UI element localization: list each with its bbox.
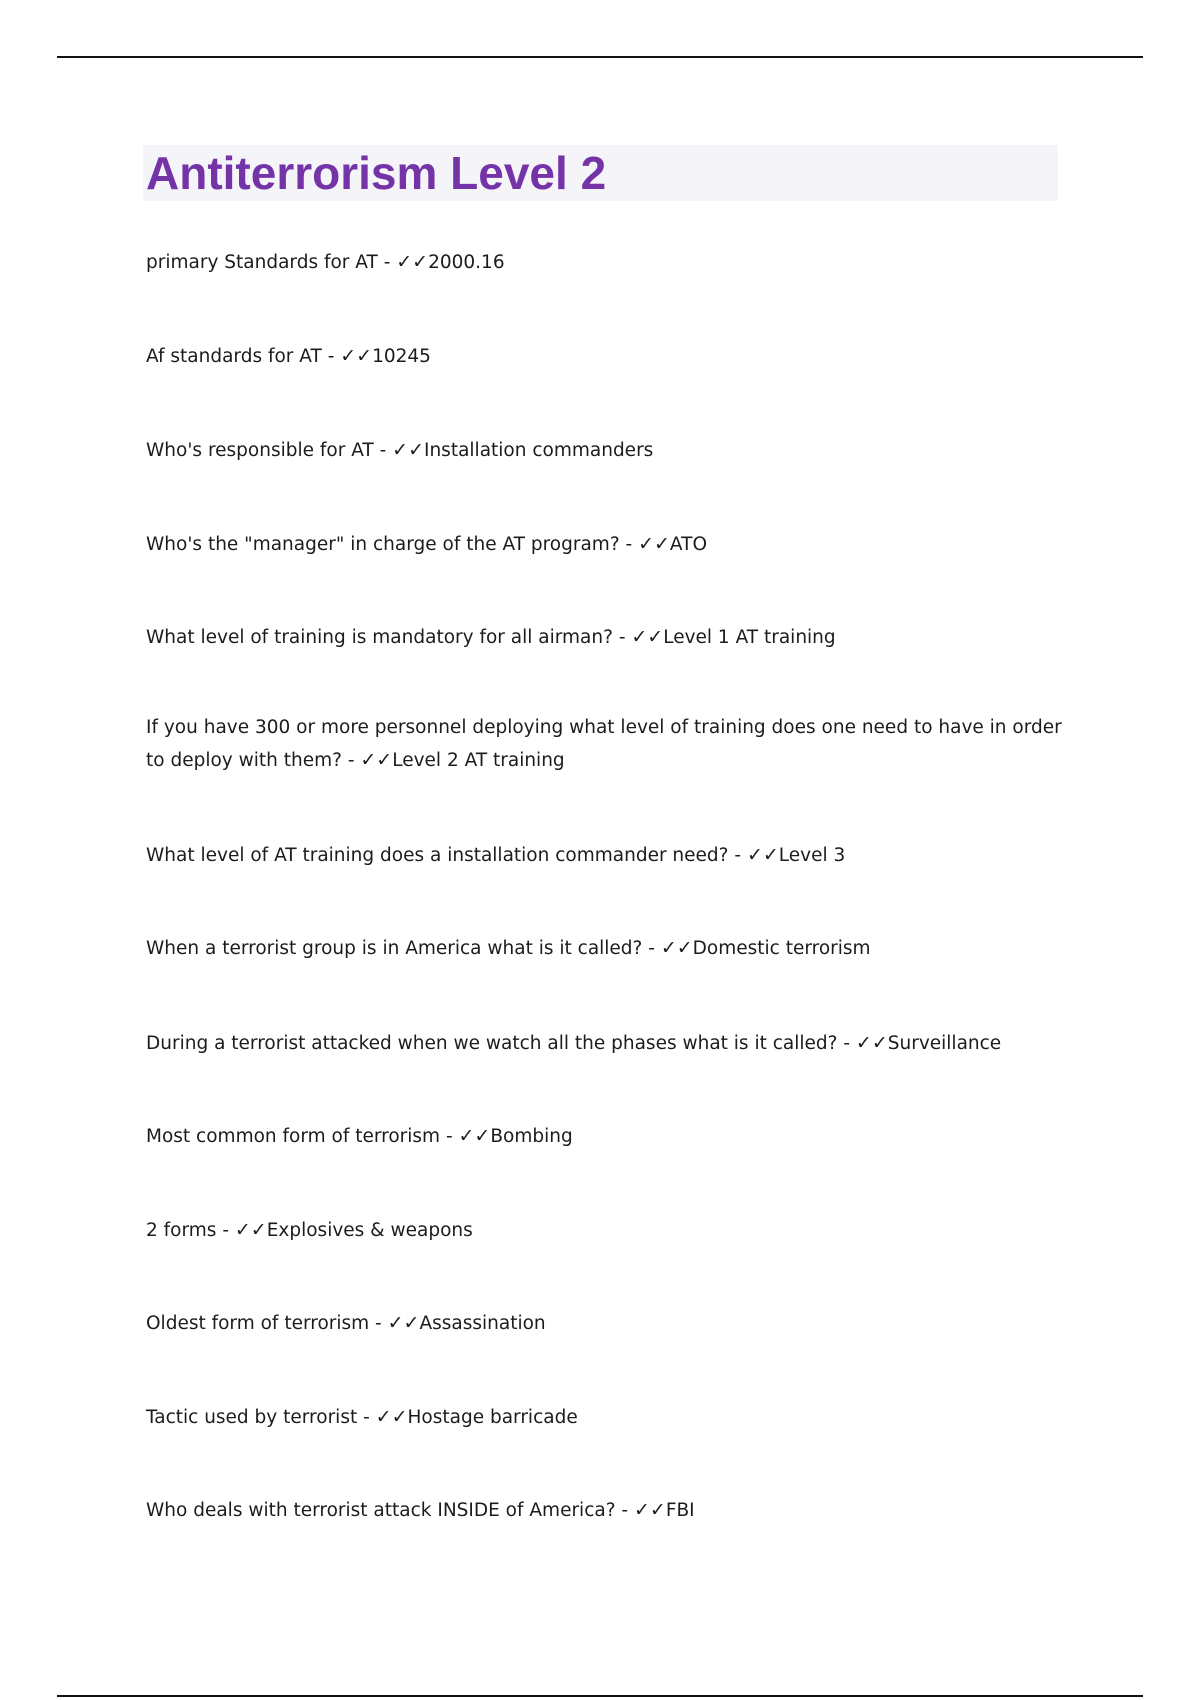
answer-text: 10245: [372, 346, 431, 367]
qa-item: [146, 1494, 1066, 1527]
separator: -: [837, 1033, 856, 1054]
question-text: What level of training is mandatory for all airman?: [146, 627, 613, 648]
check-mark-icon: ✓✓: [458, 1125, 491, 1147]
separator: -: [619, 534, 639, 555]
separator: -: [216, 1220, 235, 1241]
separator: -: [612, 627, 632, 648]
answer-text: Bombing: [490, 1126, 573, 1147]
check-mark-icon: ✓✓: [375, 1406, 408, 1428]
answer-text: Explosives & weapons: [266, 1220, 473, 1241]
answer-text: Hostage barricade: [407, 1407, 578, 1428]
qa-item: [146, 839, 1066, 872]
qa-item: [146, 932, 1066, 965]
qa-item: [146, 1214, 1066, 1247]
qa-item: [146, 1401, 1066, 1434]
check-mark-icon: ✓✓: [396, 251, 429, 273]
question-text: Who deals with terrorist attack INSIDE of America?: [146, 1500, 616, 1521]
question-text: 2 forms: [146, 1220, 217, 1241]
check-mark-icon: ✓✓: [638, 533, 670, 555]
check-mark-icon: ✓✓: [340, 345, 373, 367]
bottom-divider: [57, 1695, 1143, 1697]
qa-item: [146, 246, 1066, 279]
qa-item: [146, 528, 1066, 561]
question-text: If you have 300 or more personnel deploying what level of training does one need to have in order to deploy with them?: [146, 717, 1062, 771]
document-title: Antiterrorism Level 2: [146, 147, 607, 199]
question-text: When a terrorist group is in America what is it called?: [146, 938, 643, 959]
answer-text: Domestic terrorism: [692, 938, 871, 959]
answer-text: Level 2 AT training: [392, 750, 565, 771]
answer-text: ATO: [669, 534, 708, 555]
qa-item: [146, 1307, 1066, 1340]
separator: -: [341, 750, 361, 771]
check-mark-icon: ✓✓: [234, 1219, 267, 1241]
answer-text: Surveillance: [887, 1033, 1002, 1054]
answer-text: 2000.16: [428, 252, 505, 273]
answer-text: Level 1 AT training: [663, 627, 836, 648]
check-mark-icon: ✓✓: [392, 439, 424, 461]
qa-item: [146, 1120, 1066, 1153]
qa-item: [146, 340, 1066, 373]
check-mark-icon: ✓✓: [631, 626, 664, 648]
question-text: Who's responsible for AT: [146, 440, 374, 461]
check-mark-icon: ✓✓: [855, 1032, 888, 1054]
separator: -: [642, 938, 661, 959]
separator: -: [369, 1313, 388, 1334]
question-text: Af standards for AT: [146, 346, 322, 367]
question-text: During a terrorist attacked when we watch all the phases what is it called?: [146, 1033, 838, 1054]
check-mark-icon: ✓✓: [746, 844, 779, 866]
separator: -: [373, 440, 393, 461]
check-mark-icon: ✓✓: [387, 1312, 420, 1334]
qa-item: [146, 1027, 1066, 1060]
separator: -: [615, 1500, 634, 1521]
check-mark-icon: ✓✓: [660, 937, 693, 959]
question-text: primary Standards for AT: [146, 252, 378, 273]
qa-item: [146, 434, 1066, 467]
question-text: Who's the "manager" in charge of the AT program?: [146, 534, 620, 555]
separator: -: [728, 845, 747, 866]
top-divider: [57, 56, 1143, 58]
separator: -: [321, 346, 341, 367]
qa-item: [146, 712, 1066, 777]
answer-text: Level 3: [778, 845, 846, 866]
answer-text: Installation commanders: [424, 440, 654, 461]
answer-text: Assassination: [419, 1313, 546, 1334]
separator: -: [440, 1126, 459, 1147]
question-text: Oldest form of terrorism: [146, 1313, 370, 1334]
question-text: Most common form of terrorism: [146, 1126, 441, 1147]
answer-text: FBI: [665, 1500, 695, 1521]
question-text: Tactic used by terrorist: [146, 1407, 358, 1428]
separator: -: [357, 1407, 376, 1428]
question-text: What level of AT training does a installation commander need?: [146, 845, 729, 866]
separator: -: [377, 252, 397, 273]
check-mark-icon: ✓✓: [360, 749, 393, 771]
check-mark-icon: ✓✓: [633, 1499, 666, 1521]
qa-item: [146, 621, 1066, 654]
